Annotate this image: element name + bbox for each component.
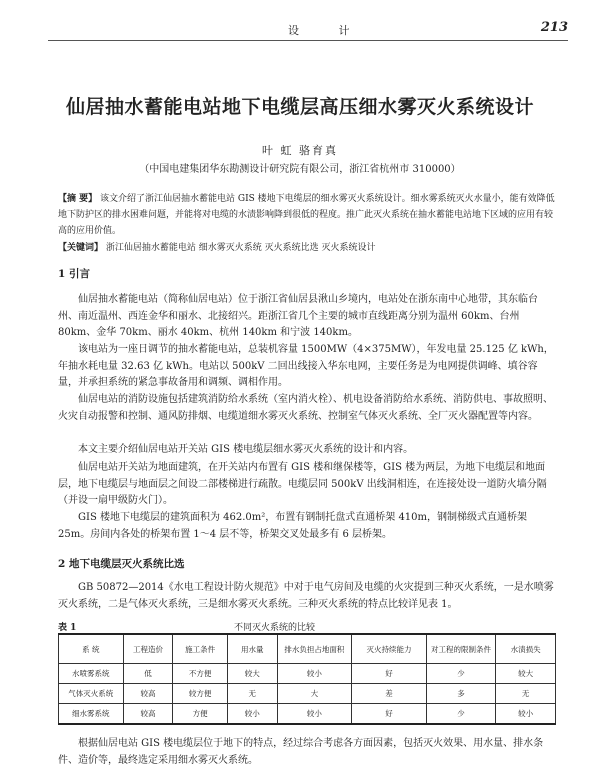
paragraph: 该电站为一座日调节的抽水蓄能电站，总装机容量 1500MW（4×375MW），年发电量 25.125 亿 kWh，年抽水耗电量 32.63 亿 kWh。电站以 500kV 二回出线接入华东电网，主要任务是为电网提供调峰、填谷容量，并承担系统的紧急事故备用和调频、调相作用。 (58, 344, 554, 388)
table-header-cell: 用水量 (227, 634, 277, 664)
table-cell: 方便 (173, 704, 228, 725)
table-cell: 水喷雾系统 (59, 664, 124, 684)
keywords (58, 241, 556, 255)
section-heading-comparison: 2 地下电缆层灭火系统比选 (58, 558, 185, 570)
table-cell: 较小 (277, 704, 352, 725)
table-cell: 差 (352, 684, 427, 704)
table-cell: 较大 (496, 664, 556, 684)
table-cell: 多 (426, 684, 496, 704)
comparison-table (58, 633, 556, 725)
table-cell: 较小 (496, 704, 556, 725)
paragraph: GB 50872—2014《水电工程设计防火规范》中对于电气房间及电缆的火灾提到三种灭火系统，一是水喷雾灭火系统，二是气体灭火系统，三是细水雾灭火系统。三种灭火系统的特点比较详见表 1。 (58, 582, 554, 610)
table-header-cell: 工程造价 (123, 634, 173, 664)
paragraph: GIS 楼地下电缆层的建筑面积为 462.0m²，布置有钢制托盘式直通桥架 410m，钢制梯级式直通桥架 25m。房间内各处的桥架布置 1～4 层不等，桥架交叉处最多有 6 层桥架。 (58, 512, 528, 540)
table-cell: 较高 (123, 704, 173, 725)
affiliation: （中国电建集团华东勘测设计研究院有限公司，浙江省杭州市 310000） (139, 164, 461, 175)
table-cell: 低 (123, 664, 173, 684)
abstract-label: 【摘 要】 (58, 194, 98, 204)
table-caption (58, 620, 556, 633)
table-header-cell: 灭火持续能力 (352, 634, 427, 664)
table-header-cell: 水渍损失 (496, 634, 556, 664)
paragraph: 根据仙居电站 GIS 楼电缆层位于地下的特点，经过综合考虑各方面因素，包括灭火效果、用水量、排水条件、造价等，最终选定采用细水雾灭火系统。 (58, 738, 544, 766)
section-label: 设 计 (288, 24, 368, 37)
paper-title: 仙居抽水蓄能电站地下电缆层高压细水雾灭火系统设计 (65, 96, 534, 118)
table-header-cell: 施工条件 (173, 634, 228, 664)
table-cell: 细水雾系统 (59, 704, 124, 725)
table-row (59, 684, 556, 704)
table-cell: 不方便 (173, 664, 228, 684)
table-cell: 较高 (123, 684, 173, 704)
table-cell: 无 (496, 684, 556, 704)
paragraph: 仙居电站开关站为地面建筑，在开关站内布置有 GIS 楼和继保楼等，GIS 楼为两层，为地下电缆层和地面层，地下电缆层与地面层之间设二部楼梯进行疏散。电缆层同 500kV 出线洞相连，在连接处设一道防火墙分隔（并设一扇甲级防火门）。 (58, 462, 547, 506)
table-cell: 无 (227, 684, 277, 704)
table-cell: 大 (277, 684, 352, 704)
keywords-label: 【关键词】 (58, 243, 104, 253)
section-heading-introduction: 1 引言 (58, 268, 90, 280)
running-header (48, 22, 568, 41)
abstract-text: 该文介绍了浙江仙居抽水蓄能电站 GIS 楼地下电缆层的细水雾灭火系统设计。细水雾系统灭火水量小，能有效降低地下防护区的排水困难问题，并能将对电缆的水渍影响降到很低的程度。推广此灭火系统在抽水蓄能电站地下区域的应用有较高的应用价值。 (58, 194, 555, 236)
paragraph: 本文主要介绍仙居电站开关站 GIS 楼电缆层细水雾灭火系统的设计和内容。 (78, 444, 414, 455)
table-row (59, 664, 556, 684)
table-cell: 少 (426, 704, 496, 725)
table-row (59, 704, 556, 725)
paragraph: 仙居电站的消防设施包括建筑消防给水系统（室内消火栓）、机电设备消防给水系统、消防供电、事故照明、火灾自动报警和控制、通风防排烟、电缆道细水雾灭火系统、控制室气体灭火系统、全厂灭火器配置等内容。 (58, 394, 553, 422)
table-header-cell: 排水负担占地面积 (277, 634, 352, 664)
authors: 叶 虹 骆育真 (262, 144, 338, 157)
table-cell: 较大 (227, 664, 277, 684)
table-cell: 少 (426, 664, 496, 684)
table-cell: 较小 (277, 664, 352, 684)
table-cell: 好 (352, 664, 427, 684)
table-cell: 较小 (227, 704, 277, 725)
paragraph: 仙居抽水蓄能电站（简称仙居电站）位于浙江省仙居县湫山乡境内，电站处在浙东南中心地带，其东临台州、南近温州、西连金华和丽水、北接绍兴。距浙江省几个主要的城市直线距离分别为温州 60km、台州 80km、金华 70km、丽水 40km、杭州 140km 和宁波 140km。 (58, 294, 538, 338)
table-header-cell: 系 统 (59, 634, 124, 664)
table-header-cell: 对工程的限制条件 (426, 634, 496, 664)
table-cell: 气体灭火系统 (59, 684, 124, 704)
page-number: 213 (540, 20, 568, 35)
table-number: 表 1 (58, 623, 77, 633)
table-cell: 好 (352, 704, 427, 725)
table-cell: 较方便 (173, 684, 228, 704)
table-title: 不同灭火系统的比较 (234, 623, 316, 633)
abstract (58, 191, 556, 239)
table-header-row (59, 634, 556, 664)
keywords-text: 浙江仙居抽水蓄能电站 细水雾灭火系统 灭火系统比选 灭火系统设计 (105, 243, 376, 253)
